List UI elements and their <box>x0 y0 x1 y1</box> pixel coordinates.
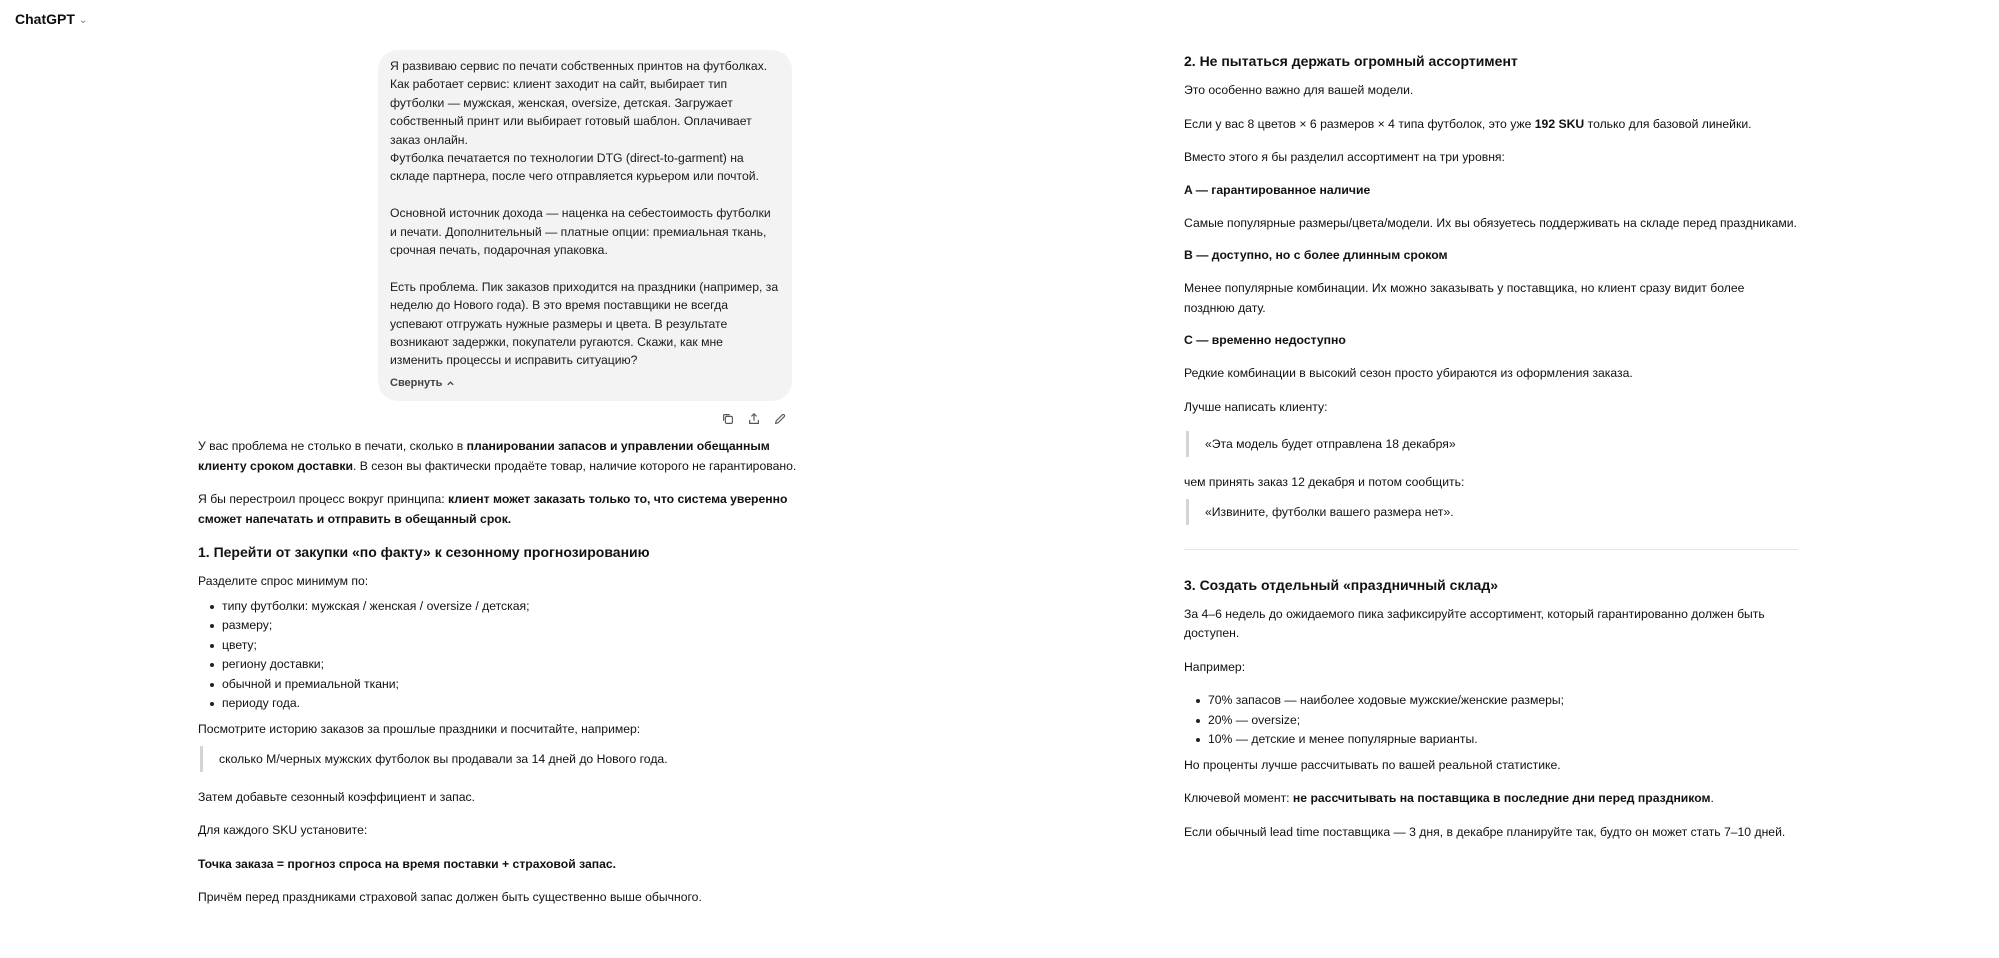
list-item: 20% — oversize; <box>1184 711 1798 731</box>
user-message-paragraph-2 <box>390 204 780 259</box>
list-item: размеру; <box>198 616 798 636</box>
chevron-up-icon <box>446 379 455 388</box>
user-message-line: и печати. Дополнительный — платные опции: премиальная ткань, <box>390 224 767 239</box>
example-text: Например: <box>1184 659 1246 674</box>
edit-icon[interactable] <box>773 412 787 426</box>
bold-text: клиент может заказать только то, что система уверенно сможет напечатать и отправить в обещанный срок. <box>198 492 788 526</box>
sku-text: Для каждого SKU установите: <box>198 823 368 838</box>
assistant-answer-right <box>1184 50 1798 856</box>
important-text: Это особенно важно для вашей модели. <box>1184 83 1414 97</box>
user-message-line: срочная печать, подарочная упаковка. <box>390 243 608 258</box>
blockquote: «Эта модель будет отправлена 18 декабря» <box>1186 431 1798 457</box>
bold-text: 192 SKU <box>1534 116 1585 131</box>
text: Если у вас 8 цветов × 6 размеров × 4 типа футболок, это уже <box>1184 116 1535 131</box>
list-item: цвету; <box>198 636 798 656</box>
history-text: Посмотрите историю заказов за прошлые праздники и посчитайте, например: <box>198 722 641 737</box>
instead-text: Вместо этого я бы разделил ассортимент на три уровня: <box>1184 150 1505 164</box>
list-item: периоду года. <box>198 694 798 714</box>
collapse-button[interactable] <box>390 374 455 392</box>
message-actions <box>721 412 787 426</box>
lead-time-text: Если обычный lead time поставщика — 3 дня, в декабре планируйте так, будто он может стать 7–10 дней. <box>1184 824 1786 839</box>
user-message-line: футболки — мужская, женская, oversize, детская. Загружает <box>390 95 733 110</box>
assistant-answer-left <box>198 437 798 922</box>
blockquote: сколько M/черных мужских футболок вы продавали за 14 дней до Нового года. <box>200 746 798 772</box>
text: Ключевой момент: <box>1184 791 1293 806</box>
user-message-line: возникают задержки, покупатели ругаются. Скажи, как мне <box>390 335 723 350</box>
user-message-line: Основной источник дохода — наценка на себестоимость футболки <box>390 206 771 221</box>
stats-text: Но проценты лучше рассчитывать по вашей реальной статистике. <box>1184 757 1561 772</box>
user-message-line: заказ онлайн. <box>390 132 468 147</box>
section-heading-1: 1. Перейти от закупки «по факту» к сезонному прогнозированию <box>198 544 650 560</box>
user-message-line: Футболка печатается по технологии DTG (direct-to-garment) на <box>390 151 744 166</box>
key-moment <box>1184 789 1798 809</box>
app-title: ChatGPT <box>15 11 75 27</box>
bold-text: Точка заказа = прогноз спроса на время поставки + страховой запас. <box>198 856 617 871</box>
user-message-line: успевают отгружать нужные размеры и цвета. В результате <box>390 316 728 331</box>
text: У вас проблема не столько в печати, сколько в <box>198 439 467 453</box>
answer-intro <box>198 437 798 476</box>
user-message-line: собственный принт или выбирает готовый шаблон. Оплачивает <box>390 114 752 129</box>
user-message-line: Как работает сервис: клиент заходит на сайт, выбирает тип <box>390 77 728 92</box>
text: только для базовой линейки. <box>1584 116 1752 131</box>
section-heading-2: 2. Не пытаться держать огромный ассортимент <box>1184 53 1518 69</box>
divider <box>1184 549 1798 550</box>
tier-b-title: B — доступно, но с более длинным сроком <box>1184 248 1448 262</box>
percent-list <box>1184 691 1798 750</box>
list-item: региону доставки; <box>198 655 798 675</box>
collapse-label: Свернуть <box>390 376 443 389</box>
better-text: Лучше написать клиенту: <box>1184 399 1328 414</box>
fix-text: За 4–6 недель до ожидаемого пика зафиксируйте ассортимент, который гарантированно должен быть доступен. <box>1184 606 1765 640</box>
bold-text: не рассчитывать на поставщика в последние дни перед праздником <box>1292 791 1711 806</box>
share-icon[interactable] <box>747 412 761 426</box>
tier-a-text: Самые популярные размеры/цвета/модели. Их вы обязуетесь поддерживать на складе перед праздниками. <box>1184 215 1797 230</box>
list-item: обычной и премиальной ткани; <box>198 675 798 695</box>
text: Я бы перестроил процесс вокруг принципа: <box>198 492 449 506</box>
safety-text: Причём перед праздниками страховой запас должен быть существенно выше обычного. <box>198 890 702 905</box>
blockquote: «Извините, футболки вашего размера нет». <box>1186 499 1798 525</box>
answer-principle <box>198 490 798 529</box>
model-selector[interactable] <box>15 11 87 27</box>
section-heading-3: 3. Создать отдельный «праздничный склад» <box>1184 576 1498 593</box>
tier-a-title: A — гарантированное наличие <box>1184 182 1371 197</box>
tier-c-text: Редкие комбинации в высокий сезон просто убираются из оформления заказа. <box>1184 366 1633 380</box>
than-text: чем принять заказ 12 декабря и потом сообщить: <box>1184 475 1465 489</box>
coef-text: Затем добавьте сезонный коэффициент и запас. <box>198 789 475 804</box>
split-list <box>198 597 798 715</box>
text: . <box>1710 791 1714 806</box>
text: . В сезон вы фактически продаёте товар, наличие которого не гарантировано. <box>352 458 797 473</box>
user-message-paragraph-1 <box>390 57 780 186</box>
copy-icon[interactable] <box>721 412 735 426</box>
tier-c-title: C — временно недоступно <box>1184 333 1346 347</box>
tier-b-text: Менее популярные комбинации. Их можно заказывать у поставщика, но клиент сразу видит более позднюю дату. <box>1184 281 1745 315</box>
sku-count-text <box>1184 115 1798 135</box>
user-message-line: неделю до Нового года). В это время поставщики не всегда <box>390 298 728 313</box>
split-intro: Разделите спрос минимум по: <box>198 574 369 588</box>
chevron-down-icon: ⌄ <box>78 14 88 26</box>
user-message-bubble <box>378 50 792 401</box>
list-item: типу футболки: мужская / женская / oversize / детская; <box>198 597 798 617</box>
formula <box>198 855 798 875</box>
list-item: 10% — детские и менее популярные варианты. <box>1184 730 1798 750</box>
user-message-line: Есть проблема. Пик заказов приходится на праздники (например, за <box>390 279 779 294</box>
user-message-line: изменить процессы и исправить ситуацию? <box>390 353 638 368</box>
user-message-line: Я развиваю сервис по печати собственных принтов на футболках. <box>390 59 768 73</box>
bold-text: планировании запасов и управлении обещанным клиенту сроком доставки <box>198 439 770 473</box>
user-message-line: складе партнера, после чего отправляется курьером или почтой. <box>390 169 759 184</box>
user-message-paragraph-3 <box>390 278 780 370</box>
list-item: 70% запасов — наиболее ходовые мужские/женские размеры; <box>1184 691 1798 711</box>
